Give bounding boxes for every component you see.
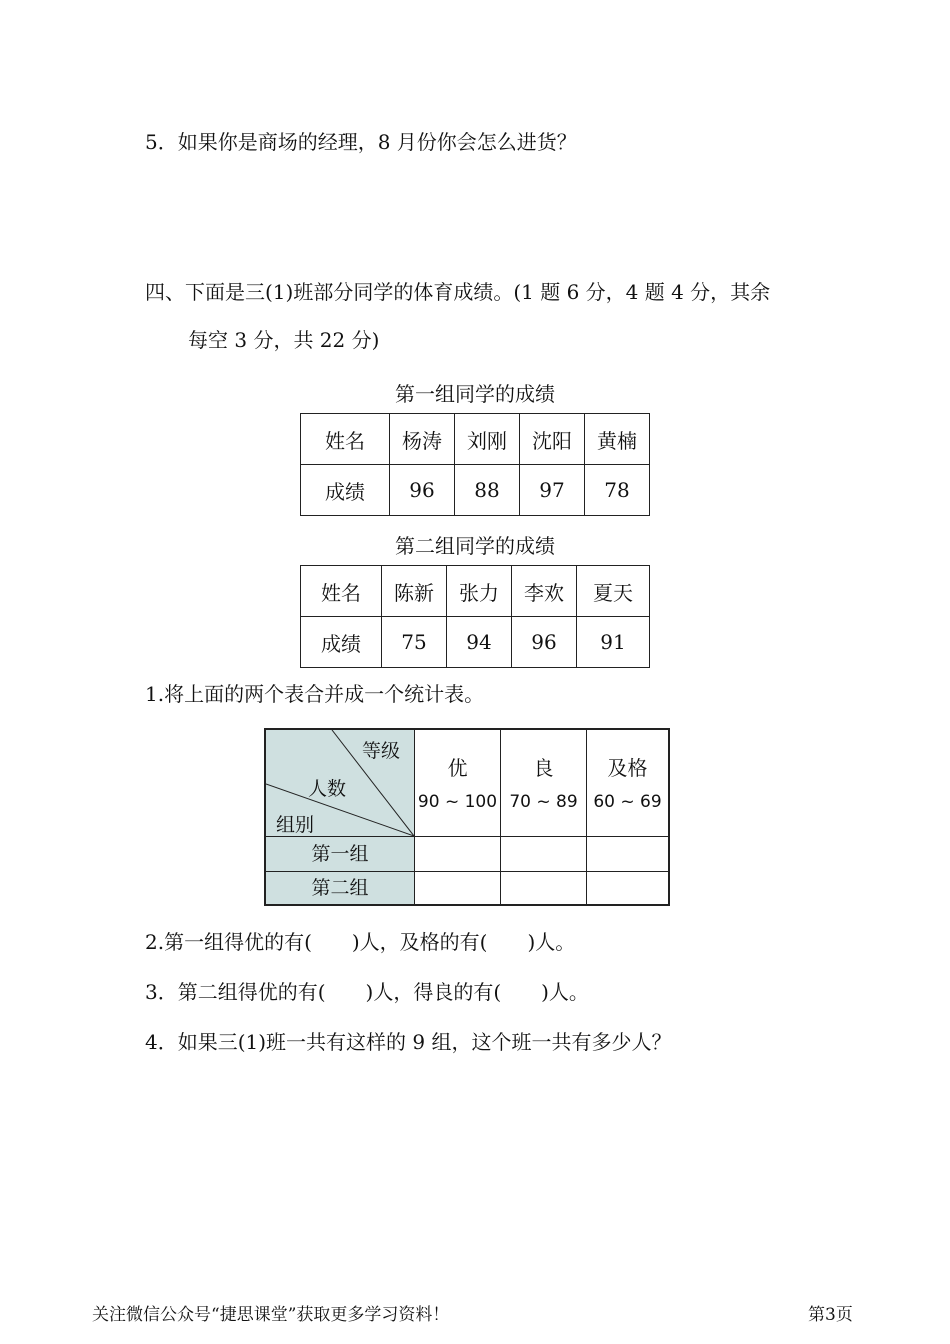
merged-stat-table — [264, 728, 670, 906]
column-range: 70 ~ 89 — [509, 792, 578, 812]
group1-score-table — [300, 413, 650, 516]
table-row — [301, 617, 650, 668]
answer-cell[interactable] — [414, 871, 500, 904]
score-label-cell: 成绩 — [301, 465, 390, 516]
answer-cell[interactable] — [414, 836, 500, 871]
row-header-group2: 第二组 — [266, 871, 414, 904]
table1-caption: 第一组同学的成绩 — [395, 382, 555, 406]
section-4-title-line1: 四、下面是三(1)班部分同学的体育成绩。(1 题 6 分，4 题 4 分，其余 — [145, 280, 771, 304]
score-cell: 88 — [455, 465, 520, 516]
answer-cell[interactable] — [500, 836, 586, 871]
name-label-cell: 姓名 — [301, 414, 390, 465]
sub-question-1: 1.将上面的两个表合并成一个统计表。 — [145, 682, 485, 706]
page-number: 第3页 — [808, 1305, 853, 1325]
column-range: 60 ~ 69 — [593, 792, 662, 812]
answer-cell[interactable] — [586, 836, 668, 871]
column-range: 90 ~ 100 — [417, 792, 498, 812]
people-header-label: 人数 — [308, 778, 347, 800]
table-row — [301, 465, 650, 516]
name-cell: 夏天 — [577, 566, 650, 617]
question-5: 5．如果你是商场的经理，8 月份你会怎么进货？ — [145, 130, 577, 154]
sub-question-3: 3．第二组得优的有( )人，得良的有( )人。 — [145, 980, 589, 1004]
answer-cell[interactable] — [500, 871, 586, 904]
name-cell: 张力 — [447, 566, 512, 617]
section-4-title-line2: 每空 3 分，共 22 分) — [188, 328, 380, 352]
name-cell: 沈阳 — [520, 414, 585, 465]
column-header-excellent — [414, 730, 500, 836]
name-cell: 杨涛 — [390, 414, 455, 465]
column-header-good — [500, 730, 586, 836]
score-cell: 96 — [512, 617, 577, 668]
score-cell: 94 — [447, 617, 512, 668]
row-header-group1: 第一组 — [266, 836, 414, 871]
column-name: 优 — [447, 756, 468, 780]
name-cell: 刘刚 — [455, 414, 520, 465]
name-cell: 李欢 — [512, 566, 577, 617]
answer-cell[interactable] — [586, 871, 668, 904]
sub-question-4: 4．如果三(1)班一共有这样的 9 组，这个班一共有多少人？ — [145, 1030, 672, 1054]
grade-header-label: 等级 — [362, 740, 401, 762]
column-header-pass — [586, 730, 668, 836]
score-cell: 96 — [390, 465, 455, 516]
table-row — [301, 414, 650, 465]
column-name: 及格 — [607, 756, 648, 780]
footer-promo-text: 关注微信公众号“捷思课堂”获取更多学习资料！ — [92, 1305, 450, 1325]
sub-question-2: 2.第一组得优的有( )人，及格的有( )人。 — [145, 930, 576, 954]
score-label-cell: 成绩 — [301, 617, 382, 668]
table2-caption: 第二组同学的成绩 — [395, 534, 555, 558]
score-cell: 97 — [520, 465, 585, 516]
name-cell: 黄楠 — [585, 414, 650, 465]
diagonal-header-cell — [266, 730, 414, 836]
table-row — [301, 566, 650, 617]
name-label-cell: 姓名 — [301, 566, 382, 617]
score-cell: 91 — [577, 617, 650, 668]
group2-score-table — [300, 565, 650, 668]
column-name: 良 — [533, 756, 554, 780]
score-cell: 78 — [585, 465, 650, 516]
group-header-label: 组别 — [276, 814, 315, 836]
score-cell: 75 — [382, 617, 447, 668]
name-cell: 陈新 — [382, 566, 447, 617]
